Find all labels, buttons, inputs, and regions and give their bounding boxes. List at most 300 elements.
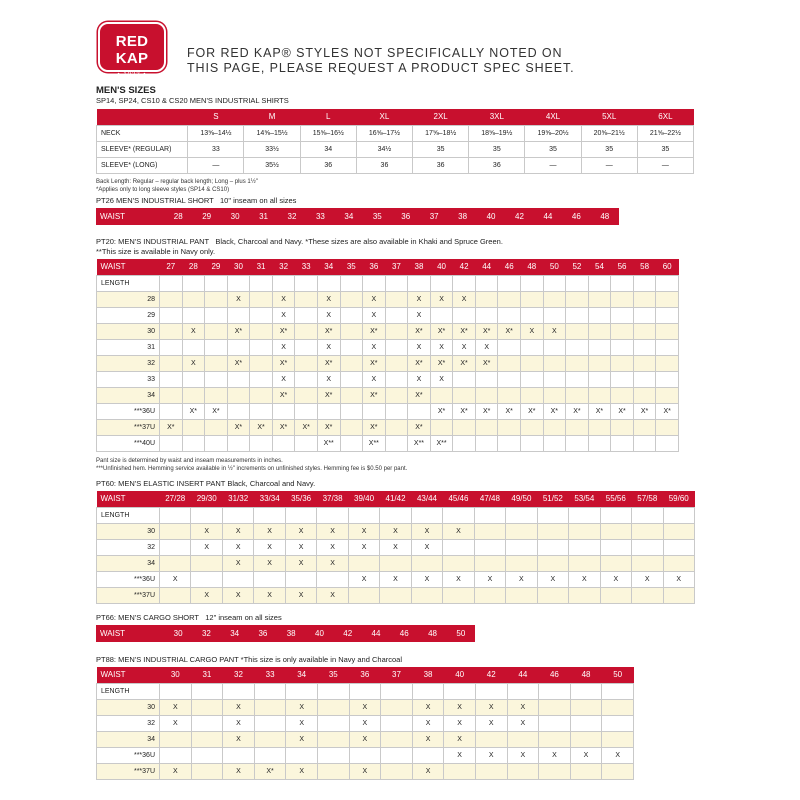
pt60-availability-cell — [600, 523, 631, 539]
pt88-availability-cell — [570, 731, 602, 747]
pt60-availability-cell — [506, 523, 537, 539]
pt20-availability-cell — [385, 323, 408, 339]
pt20-availability-cell — [160, 307, 183, 323]
pt20-availability-cell — [340, 339, 363, 355]
shirts-cell: 34½ — [356, 141, 412, 157]
shirts-cell: 19⅝–20½ — [525, 125, 581, 141]
pt60-availability-cell: X — [380, 571, 411, 587]
pt20-availability-cell — [566, 435, 589, 451]
pt20-availability-cell: X — [453, 339, 476, 355]
pt88-availability-cell: X — [539, 747, 571, 763]
pt88-waist-header: 33 — [254, 667, 286, 683]
pt88-availability-cell — [412, 747, 444, 763]
pt20-availability-cell: X — [272, 371, 295, 387]
pt88-waist-header: 35 — [317, 667, 349, 683]
pt88-waist-header: 36 — [349, 667, 381, 683]
pt20-availability-cell: X — [363, 307, 386, 323]
pt20-availability-cell — [633, 435, 656, 451]
pt60-availability-cell: X — [222, 523, 253, 539]
pt20-availability-cell — [656, 323, 679, 339]
pt26-section — [96, 196, 619, 225]
pt20-length-value: 28 — [97, 291, 160, 307]
pt20-length-row — [97, 275, 679, 291]
pt20-availability-cell — [160, 403, 183, 419]
pt60-availability-cell — [663, 555, 695, 571]
pt20-availability-cell — [543, 435, 566, 451]
pt60-length-value: ***36U — [97, 571, 160, 587]
pt20-availability-cell — [566, 355, 589, 371]
pt20-availability-cell — [475, 307, 498, 323]
pt60-availability-cell: X — [191, 587, 222, 603]
pt88-waist-header: 30 — [160, 667, 192, 683]
pt60-availability-cell — [506, 555, 537, 571]
pt88-size-row — [97, 699, 634, 715]
pt20-availability-cell — [205, 291, 228, 307]
pt20-availability-cell — [543, 419, 566, 435]
pt60-waist-header: 27/28 — [160, 491, 191, 507]
pt20-availability-cell — [250, 387, 273, 403]
pt60-size-row — [97, 571, 695, 587]
pt88-availability-cell — [602, 699, 634, 715]
pt60-availability-cell — [537, 539, 568, 555]
pt20-availability-cell — [160, 323, 183, 339]
shirts-cell: 35 — [413, 141, 469, 157]
shirts-cell: — — [188, 157, 244, 173]
pt20-availability-cell — [340, 387, 363, 403]
pt88-empty-cell — [570, 683, 602, 699]
pt20-availability-cell — [543, 355, 566, 371]
shirts-note-1: Back Length: Regular – regular back length; Long – plus 1½" — [96, 178, 258, 185]
pt60-availability-cell — [663, 587, 695, 603]
pt20-availability-cell — [250, 355, 273, 371]
pt60-availability-cell — [537, 587, 568, 603]
pt20-availability-cell — [317, 403, 340, 419]
pt66-waist-size: 50 — [447, 625, 475, 642]
shirts-col-header — [97, 109, 188, 125]
pt20-length-value: 31 — [97, 339, 160, 355]
pt88-availability-cell: X — [349, 763, 381, 779]
pt20-empty-cell — [385, 275, 408, 291]
pt60-availability-cell — [443, 539, 474, 555]
pt60-waist-header: 29/30 — [191, 491, 222, 507]
pt20-empty-cell — [205, 275, 228, 291]
pt60-availability-cell: X — [663, 571, 695, 587]
pt60-availability-cell: X — [317, 555, 348, 571]
pt20-availability-cell — [363, 403, 386, 419]
pt20-availability-cell — [521, 387, 544, 403]
pt66-waist-size: 46 — [390, 625, 418, 642]
pt20-availability-cell — [160, 435, 183, 451]
pt60-availability-cell: X — [537, 571, 568, 587]
pt88-availability-cell — [539, 715, 571, 731]
pt20-availability-cell — [182, 371, 205, 387]
pt88-availability-cell — [602, 763, 634, 779]
pt20-availability-cell: X — [317, 291, 340, 307]
pt88-length-row — [97, 683, 634, 699]
pt20-availability-cell — [182, 419, 205, 435]
pt88-empty-cell — [349, 683, 381, 699]
pt20-availability-cell — [227, 307, 250, 323]
pt88-availability-cell: X — [160, 763, 192, 779]
pt20-availability-cell — [633, 387, 656, 403]
pt20-availability-cell — [205, 371, 228, 387]
pt20-availability-cell: X — [272, 307, 295, 323]
pt20-availability-cell — [656, 419, 679, 435]
pt20-availability-cell — [340, 403, 363, 419]
pt20-empty-cell — [340, 275, 363, 291]
pt20-waist-header: 29 — [205, 259, 228, 275]
pt88-availability-cell: X — [286, 699, 318, 715]
pt20-availability-cell — [295, 371, 318, 387]
pt20-availability-cell — [227, 435, 250, 451]
pt20-availability-cell: X — [408, 371, 431, 387]
pt88-empty-cell — [539, 683, 571, 699]
pt88-availability-cell: X — [475, 747, 507, 763]
pt88-availability-cell — [191, 763, 223, 779]
pt26-waist-size: 29 — [192, 208, 220, 225]
pt20-availability-cell — [566, 323, 589, 339]
pt88-empty-cell — [191, 683, 223, 699]
pt20-availability-cell — [656, 387, 679, 403]
pt60-availability-cell — [285, 571, 316, 587]
pt20-availability-cell — [250, 403, 273, 419]
pt88-availability-cell: X — [286, 731, 318, 747]
pt26-desc: 10" inseam on all sizes — [219, 196, 297, 205]
pt88-availability-cell: X — [444, 731, 476, 747]
pt88-availability-cell: X — [507, 715, 539, 731]
pt60-section — [96, 479, 695, 604]
pt88-section — [96, 655, 634, 780]
pt20-availability-cell: X* — [475, 323, 498, 339]
pt88-availability-cell: X — [223, 715, 255, 731]
pt20-availability-cell: X — [408, 307, 431, 323]
pt88-availability-cell: X — [602, 747, 634, 763]
pt20-availability-cell — [633, 307, 656, 323]
pt88-empty-cell — [507, 683, 539, 699]
pt20-size-row — [97, 435, 679, 451]
pt20-availability-cell — [295, 355, 318, 371]
pt60-length-value: ***37U — [97, 587, 160, 603]
pt20-availability-cell — [498, 307, 521, 323]
pt60-availability-cell: X — [254, 523, 285, 539]
pt20-empty-cell — [521, 275, 544, 291]
pt20-availability-cell — [521, 419, 544, 435]
pt60-availability-cell: X — [506, 571, 537, 587]
pt60-empty-cell — [663, 507, 695, 523]
pt20-size-row — [97, 323, 679, 339]
pt60-availability-cell: X — [285, 539, 316, 555]
pt88-length-value: ***37U — [97, 763, 160, 779]
pt88-empty-cell — [160, 683, 192, 699]
pt20-availability-cell: X* — [453, 403, 476, 419]
pt60-empty-cell — [632, 507, 663, 523]
pt20-availability-cell — [295, 291, 318, 307]
pt88-length-value: 32 — [97, 715, 160, 731]
pt20-availability-cell: X — [430, 339, 453, 355]
pt20-availability-cell — [385, 435, 408, 451]
pt88-availability-cell — [191, 715, 223, 731]
pt20-empty-cell — [182, 275, 205, 291]
pt60-availability-cell — [317, 571, 348, 587]
pt60-availability-cell — [160, 587, 191, 603]
pt20-availability-cell — [453, 387, 476, 403]
pt88-availability-cell — [381, 699, 413, 715]
pt88-availability-cell: X — [444, 715, 476, 731]
pt20-availability-cell — [566, 419, 589, 435]
shirts-col-header: 3XL — [469, 109, 525, 125]
pt20-availability-cell — [588, 419, 611, 435]
pt88-title: PT88: MEN'S INDUSTRIAL CARGO PANT — [96, 655, 239, 664]
pt88-availability-cell — [507, 731, 539, 747]
pt20-availability-cell — [656, 435, 679, 451]
pt20-availability-cell — [182, 291, 205, 307]
pt60-availability-cell: X — [600, 571, 631, 587]
pt60-availability-cell — [569, 555, 600, 571]
pt60-size-row — [97, 523, 695, 539]
pt20-availability-cell: X* — [227, 355, 250, 371]
pt20-availability-cell — [385, 355, 408, 371]
pt88-availability-cell — [570, 699, 602, 715]
shirts-col-header: M — [244, 109, 300, 125]
pt20-availability-cell — [160, 339, 183, 355]
pt20-length-label: LENGTH — [97, 275, 160, 291]
pt26-waist-size: 44 — [534, 208, 562, 225]
pt60-waist-header: 43/44 — [411, 491, 442, 507]
pt20-availability-cell: X — [272, 291, 295, 307]
pt20-availability-cell: X* — [317, 355, 340, 371]
pt20-waist-header: 48 — [521, 259, 544, 275]
pt20-length-value: ***37U — [97, 419, 160, 435]
pt20-availability-cell — [160, 387, 183, 403]
logo-brand: RED KAP — [115, 33, 149, 67]
pt20-length-value: 34 — [97, 387, 160, 403]
pt60-availability-cell: X — [317, 539, 348, 555]
pt20-length-value: 30 — [97, 323, 160, 339]
pt20-availability-cell — [588, 371, 611, 387]
pt20-size-table — [96, 259, 679, 452]
pt88-availability-cell — [475, 763, 507, 779]
pt20-availability-cell: X** — [430, 435, 453, 451]
pt88-availability-cell: X — [160, 699, 192, 715]
pt20-availability-cell — [295, 435, 318, 451]
pt20-availability-cell — [588, 339, 611, 355]
pt88-availability-cell — [286, 747, 318, 763]
shirts-cell: 35 — [525, 141, 581, 157]
pt20-availability-cell — [656, 355, 679, 371]
pt20-availability-cell — [656, 339, 679, 355]
pt20-empty-cell — [160, 275, 183, 291]
pt26-waist-size: 34 — [335, 208, 363, 225]
shirts-cell: 18⅝–19½ — [469, 125, 525, 141]
pt20-availability-cell — [182, 339, 205, 355]
pt20-availability-cell — [453, 371, 476, 387]
pt20-waist-header: 58 — [633, 259, 656, 275]
pt20-availability-cell — [227, 403, 250, 419]
pt20-availability-cell — [385, 387, 408, 403]
pt20-availability-cell: X* — [453, 355, 476, 371]
pt88-availability-cell: X — [223, 699, 255, 715]
pt20-availability-cell: X** — [363, 435, 386, 451]
pt60-availability-cell: X — [348, 571, 379, 587]
shirts-cell: 33½ — [244, 141, 300, 157]
pt20-availability-cell — [227, 371, 250, 387]
pt60-availability-cell: X — [191, 539, 222, 555]
pt60-waist-header: 57/58 — [632, 491, 663, 507]
pt60-waist-label: WAIST — [97, 491, 160, 507]
pt88-waist-header: 32 — [223, 667, 255, 683]
pt20-availability-cell — [633, 419, 656, 435]
pt20-availability-cell: X* — [250, 419, 273, 435]
pt20-availability-cell — [250, 435, 273, 451]
pt88-waist-header: 50 — [602, 667, 634, 683]
pt60-availability-cell — [569, 587, 600, 603]
pt20-availability-cell — [611, 387, 634, 403]
pt20-availability-cell — [182, 435, 205, 451]
pt20-availability-cell — [498, 355, 521, 371]
pt20-availability-cell: X — [227, 291, 250, 307]
pt60-empty-cell — [474, 507, 505, 523]
pt88-waist-label: WAIST — [97, 667, 160, 683]
pt20-availability-cell: X — [363, 371, 386, 387]
pt60-availability-cell — [411, 555, 442, 571]
pt88-waist-header: 38 — [412, 667, 444, 683]
pt20-availability-cell — [475, 419, 498, 435]
pt20-availability-cell — [250, 371, 273, 387]
pt26-title: PT26 MEN'S INDUSTRIAL SHORT — [96, 196, 214, 205]
pt20-availability-cell — [498, 387, 521, 403]
pt20-waist-header: 42 — [453, 259, 476, 275]
red-kap-logo — [98, 22, 166, 78]
pt60-size-row — [97, 587, 695, 603]
shirts-row — [97, 125, 694, 141]
pt20-availability-cell: X* — [430, 355, 453, 371]
pt20-availability-cell: X — [430, 371, 453, 387]
pt20-availability-cell — [611, 371, 634, 387]
pt20-size-row — [97, 355, 679, 371]
pt60-waist-header: 31/32 — [222, 491, 253, 507]
pt20-empty-cell — [498, 275, 521, 291]
pt88-availability-cell: X — [570, 747, 602, 763]
pt60-desc: Black, Charcoal and Navy. — [227, 479, 316, 488]
shirts-cell: 15⅝–16½ — [300, 125, 356, 141]
pt20-availability-cell — [160, 371, 183, 387]
pt20-desc-navy: **This size is available in Navy only. — [96, 247, 216, 256]
pt20-availability-cell — [205, 339, 228, 355]
pt60-waist-header: 37/38 — [317, 491, 348, 507]
pt20-availability-cell — [160, 291, 183, 307]
pt60-availability-cell: X — [632, 571, 663, 587]
shirts-cell: 21⅝–22½ — [637, 125, 693, 141]
pt60-availability-cell — [160, 555, 191, 571]
pt88-waist-header: 46 — [539, 667, 571, 683]
pt20-availability-cell — [611, 291, 634, 307]
pt88-availability-cell: X — [223, 763, 255, 779]
shirts-col-header: 5XL — [581, 109, 637, 125]
pt20-size-row — [97, 291, 679, 307]
pt88-availability-cell — [191, 747, 223, 763]
pt20-availability-cell: X* — [317, 323, 340, 339]
pt20-availability-cell — [521, 355, 544, 371]
pt26-waist-size: 31 — [249, 208, 277, 225]
pt20-availability-cell: X* — [475, 403, 498, 419]
pt20-waist-header: 35 — [340, 259, 363, 275]
pt88-waist-header: 37 — [381, 667, 413, 683]
pt60-waist-header: 39/40 — [348, 491, 379, 507]
pt20-availability-cell — [182, 387, 205, 403]
pt60-availability-cell — [160, 523, 191, 539]
pt20-availability-cell — [475, 371, 498, 387]
pt60-availability-cell — [663, 539, 695, 555]
pt88-availability-cell — [254, 715, 286, 731]
pt20-availability-cell: X* — [227, 419, 250, 435]
pt60-availability-cell: X — [254, 555, 285, 571]
pt20-availability-cell — [430, 387, 453, 403]
pt20-waist-header: 33 — [295, 259, 318, 275]
pt20-availability-cell: X* — [182, 403, 205, 419]
pt60-availability-cell: X — [317, 523, 348, 539]
pt20-availability-cell: X — [475, 339, 498, 355]
pt20-availability-cell — [272, 435, 295, 451]
shirts-col-header: 6XL — [637, 109, 693, 125]
pt20-availability-cell: X* — [588, 403, 611, 419]
notice-line-2: THIS PAGE, PLEASE REQUEST A PRODUCT SPEC SHEET. — [187, 61, 575, 75]
shirts-cell: 16⅝–17½ — [356, 125, 412, 141]
pt88-availability-cell: X — [349, 715, 381, 731]
shirts-note-2: *Applies only to long sleeve styles (SP14 & CS10) — [96, 186, 230, 193]
pt60-empty-cell — [317, 507, 348, 523]
pt20-size-row — [97, 419, 679, 435]
pt20-waist-header: 30 — [227, 259, 250, 275]
pt88-availability-cell — [317, 715, 349, 731]
pt20-availability-cell — [160, 355, 183, 371]
pt20-availability-cell: X — [317, 307, 340, 323]
pt20-availability-cell: X — [521, 323, 544, 339]
pt60-availability-cell: X — [411, 571, 442, 587]
pt20-availability-cell — [453, 419, 476, 435]
pt60-availability-cell: X — [160, 571, 191, 587]
pt20-availability-cell: X* — [611, 403, 634, 419]
pt88-waist-header: 31 — [191, 667, 223, 683]
pt20-availability-cell — [588, 323, 611, 339]
pt66-waist-size: 38 — [277, 625, 305, 642]
pt20-availability-cell: X — [453, 291, 476, 307]
pt20-availability-cell — [295, 323, 318, 339]
pt88-availability-cell: X — [349, 731, 381, 747]
pt20-availability-cell — [272, 403, 295, 419]
pt88-empty-cell — [223, 683, 255, 699]
pt20-desc: Black, Charcoal and Navy. *These sizes are also available in Khaki and Spruce Green. — [215, 237, 503, 246]
pt20-length-value: 32 — [97, 355, 160, 371]
pt60-empty-cell — [285, 507, 316, 523]
pt60-empty-cell — [537, 507, 568, 523]
pt20-availability-cell — [408, 403, 431, 419]
pt88-availability-cell: X — [444, 747, 476, 763]
pt20-empty-cell — [453, 275, 476, 291]
pt20-availability-cell — [205, 323, 228, 339]
pt20-availability-cell — [250, 307, 273, 323]
pt20-availability-cell: X* — [430, 323, 453, 339]
pt88-availability-cell: X — [475, 715, 507, 731]
pt20-availability-cell — [566, 371, 589, 387]
pt60-availability-cell: X — [285, 587, 316, 603]
pt20-availability-cell — [385, 307, 408, 323]
pt20-availability-cell: X** — [317, 435, 340, 451]
pt66-waist-size: 36 — [249, 625, 277, 642]
pt60-availability-cell: X — [285, 555, 316, 571]
pt20-availability-cell: X* — [363, 323, 386, 339]
pt88-availability-cell — [475, 731, 507, 747]
shirts-cell: 36 — [300, 157, 356, 173]
